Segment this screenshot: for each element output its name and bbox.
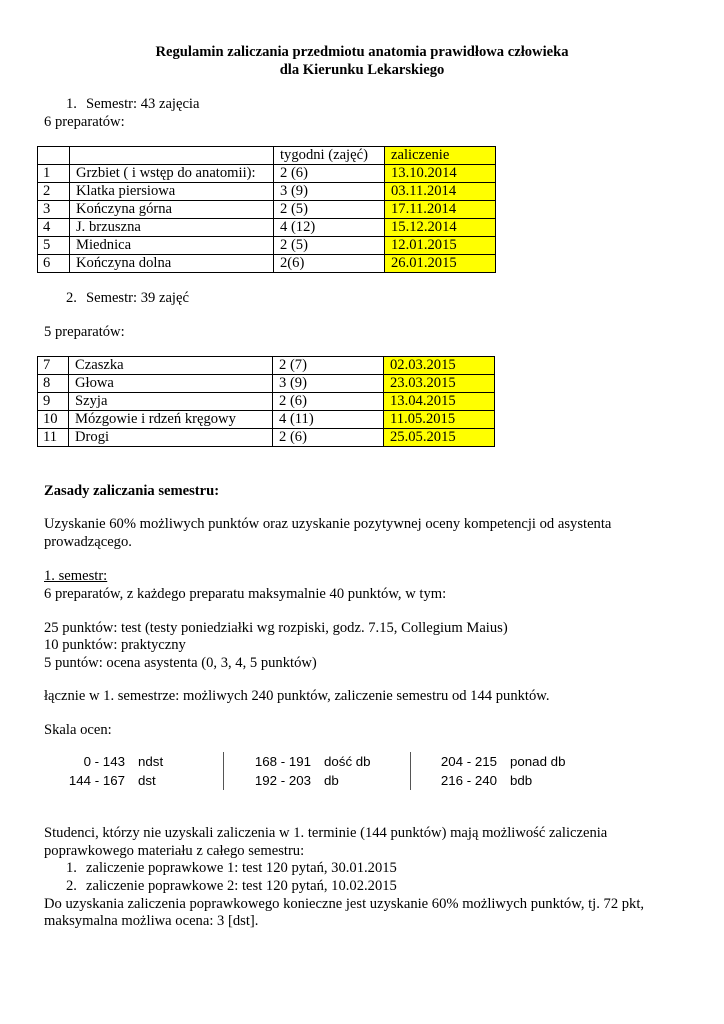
table-cell <box>38 147 70 165</box>
table-cell: 4 (11) <box>273 411 384 429</box>
sem2-heading-num: 2. <box>66 290 77 306</box>
table-row <box>38 165 496 183</box>
sem1-heading: Semestr: 43 zajęcia <box>86 96 200 112</box>
table-cell: Kończyna dolna <box>70 255 274 273</box>
table-cell: 25.05.2015 <box>384 429 495 447</box>
table-cell: Miednica <box>70 237 274 255</box>
table-cell: 03.11.2014 <box>385 183 496 201</box>
table-cell: 4 <box>38 219 70 237</box>
table-cell: Szyja <box>69 393 273 411</box>
rules-heading: Zasady zaliczania semestru: <box>44 483 220 499</box>
table-cell: 7 <box>38 357 69 375</box>
table-row <box>38 237 496 255</box>
total-points: łącznie w 1. semestrze: możliwych 240 punktów, zaliczenie semestru od 144 punktów. <box>44 688 550 704</box>
points-practical: 10 punktów: praktyczny <box>44 637 186 653</box>
table-cell: 2 (6) <box>274 165 385 183</box>
table-row <box>38 357 495 375</box>
table-cell: 2(6) <box>274 255 385 273</box>
table-row <box>38 219 496 237</box>
table-cell: 8 <box>38 375 69 393</box>
retake-line3: Do uzyskania zaliczenia poprawkowego konieczne jest uzyskanie 60% możliwych punktów, tj. 72 pkt, <box>44 896 645 912</box>
sem2-heading: Semestr: 39 zajęć <box>86 290 189 306</box>
table-cell: Czaszka <box>69 357 273 375</box>
retake-line1: Studenci, którzy nie uzyskali zaliczenia w 1. terminie (144 punktów) mają możliwość zaliczenia <box>44 825 608 841</box>
scale-grade: ndst <box>138 754 164 769</box>
table-row <box>38 255 496 273</box>
table-row <box>38 183 496 201</box>
table-cell: 2 (7) <box>273 357 384 375</box>
scale-grade: db <box>324 773 339 788</box>
table-row <box>38 429 495 447</box>
table-cell: 3 <box>38 201 70 219</box>
sem1-label: 1. semestr: <box>44 568 108 584</box>
table-cell: Klatka piersiowa <box>70 183 274 201</box>
scale-range: 216 - 240 <box>440 773 497 788</box>
sem1-preps: 6 preparatów: <box>44 114 125 130</box>
table-cell: 12.01.2015 <box>385 237 496 255</box>
table-cell: 11.05.2015 <box>384 411 495 429</box>
table-cell: 4 (12) <box>274 219 385 237</box>
table-row <box>38 375 495 393</box>
table-cell: Drogi <box>69 429 273 447</box>
table-cell: zaliczenie <box>385 147 496 165</box>
scale-label: Skala ocen: <box>44 722 112 738</box>
table-cell: 9 <box>38 393 69 411</box>
sem2-table <box>37 356 495 447</box>
table-cell: 13.10.2014 <box>385 165 496 183</box>
points-assistant: 5 puntów: ocena asystenta (0, 3, 4, 5 punktów) <box>44 655 317 671</box>
table-cell: 17.11.2014 <box>385 201 496 219</box>
table-cell: 2 (6) <box>273 393 384 411</box>
table-cell: Mózgowie i rdzeń kręgowy <box>69 411 273 429</box>
rules-p1-line1: Uzyskanie 60% możliwych punktów oraz uzyskanie pozytywnej oceny kompetencji od asystenta <box>44 516 612 532</box>
table-cell: 11 <box>38 429 69 447</box>
sem1-table <box>37 146 496 273</box>
table-cell: 5 <box>38 237 70 255</box>
table-cell: Grzbiet ( i wstęp do anatomii): <box>70 165 274 183</box>
table-row <box>38 393 495 411</box>
scale-divider <box>223 752 224 790</box>
table-row <box>38 201 496 219</box>
table-header-row <box>38 147 496 165</box>
table-cell: J. brzuszna <box>70 219 274 237</box>
table-cell: 2 (6) <box>273 429 384 447</box>
table-cell: Kończyna górna <box>70 201 274 219</box>
scale-range: 168 - 191 <box>254 754 311 769</box>
table-cell: 2 <box>38 183 70 201</box>
retake-item1: zaliczenie poprawkowe 1: test 120 pytań, 30.01.2015 <box>86 860 397 876</box>
scale-grade: bdb <box>510 773 533 788</box>
retake-line2: poprawkowego materiału z całego semestru: <box>44 843 305 859</box>
rules-p1-line2: prowadzącego. <box>44 534 132 550</box>
retake-item2: zaliczenie poprawkowe 2: test 120 pytań, 10.02.2015 <box>86 878 397 894</box>
table-cell: 13.04.2015 <box>384 393 495 411</box>
table-row <box>38 411 495 429</box>
title-line-2: dla Kierunku Lekarskiego <box>279 62 445 78</box>
retake-item1-num: 1. <box>66 860 77 876</box>
table-cell <box>70 147 274 165</box>
sem1-heading-num: 1. <box>66 96 77 112</box>
table-cell: Głowa <box>69 375 273 393</box>
table-cell: 6 <box>38 255 70 273</box>
table-cell: 26.01.2015 <box>385 255 496 273</box>
sem2-preps: 5 preparatów: <box>44 324 125 340</box>
title-line-1: Regulamin zaliczania przedmiotu anatomia prawidłowa człowieka <box>155 44 569 60</box>
table-cell: 2 (5) <box>274 237 385 255</box>
points-test: 25 punktów: test (testy poniedziałki wg rozpiski, godz. 7.15, Collegium Maius) <box>44 620 508 636</box>
table-cell: 02.03.2015 <box>384 357 495 375</box>
scale-range: 204 - 215 <box>440 754 497 769</box>
table-cell: 2 (5) <box>274 201 385 219</box>
scale-grade: ponad db <box>510 754 566 769</box>
table-cell: tygodni (zajęć) <box>274 147 385 165</box>
scale-range: 0 - 143 <box>83 754 125 769</box>
sem1-desc: 6 preparatów, z każdego preparatu maksymalnie 40 punktów, w tym: <box>44 586 447 602</box>
scale-range: 192 - 203 <box>254 773 311 788</box>
table-cell: 1 <box>38 165 70 183</box>
scale-grade: dość db <box>324 754 371 769</box>
retake-item2-num: 2. <box>66 878 77 894</box>
table-cell: 23.03.2015 <box>384 375 495 393</box>
table-cell: 15.12.2014 <box>385 219 496 237</box>
scale-grade: dst <box>138 773 156 788</box>
scale-divider <box>410 752 411 790</box>
retake-line4: maksymalna możliwa ocena: 3 [dst]. <box>44 913 259 929</box>
table-cell: 3 (9) <box>274 183 385 201</box>
table-cell: 10 <box>38 411 69 429</box>
table-cell: 3 (9) <box>273 375 384 393</box>
scale-range: 144 - 167 <box>68 773 125 788</box>
